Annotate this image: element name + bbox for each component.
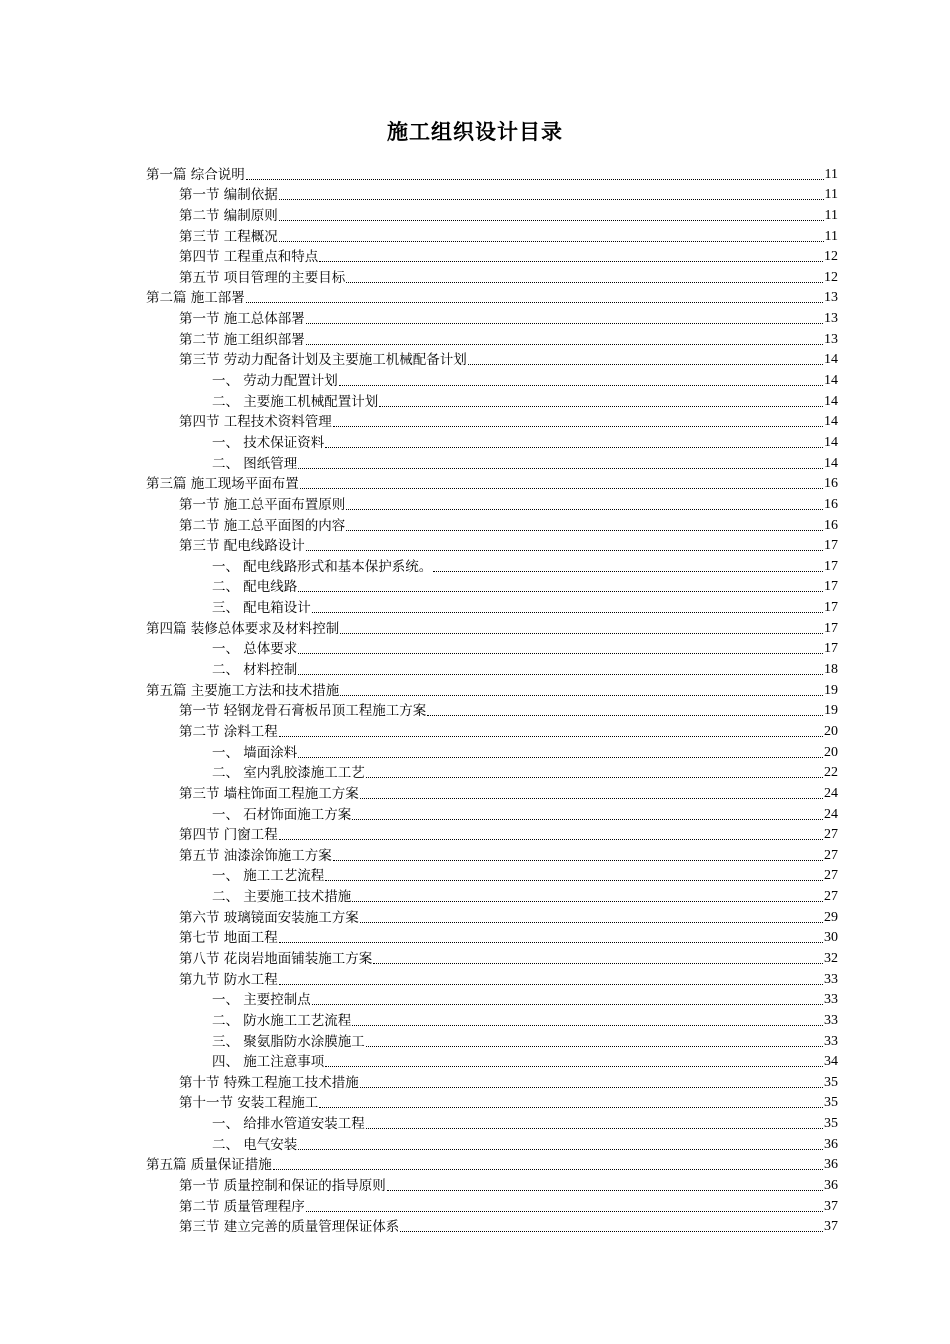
toc-entry-label: 一、 主要控制点	[212, 992, 311, 1009]
toc-entry[interactable]	[146, 843, 838, 864]
toc-entry-page-number: 33	[824, 971, 838, 987]
toc-entry-label: 第十节 特殊工程施工技术措施	[179, 1074, 359, 1091]
toc-entry-page-number: 22	[824, 765, 838, 781]
toc-entry-label: 一、 总体要求	[212, 641, 298, 658]
dot-leader	[346, 509, 823, 510]
toc-entry[interactable]	[146, 554, 838, 575]
toc-entry-page-number: 13	[824, 311, 838, 327]
toc-entry[interactable]	[146, 1111, 838, 1132]
toc-entry-page-number: 27	[824, 827, 838, 843]
toc-entry-label: 二、 材料控制	[212, 662, 298, 679]
dot-leader	[325, 880, 823, 881]
toc-entry-page-number: 27	[824, 889, 838, 905]
toc-entry-label: 四、 施工注意事项	[212, 1054, 325, 1071]
toc-entry[interactable]	[146, 657, 838, 678]
toc-entry-label: 第二节 质量管理程序	[179, 1198, 305, 1215]
toc-entry-label: 第十一节 安装工程施工	[179, 1095, 319, 1112]
dot-leader	[319, 1107, 823, 1108]
toc-entry[interactable]	[146, 451, 838, 472]
toc-entry-page-number: 24	[824, 785, 838, 801]
dot-leader	[279, 839, 823, 840]
toc-entry-label: 一、 劳动力配置计划	[212, 373, 338, 390]
toc-entry-page-number: 36	[824, 1157, 838, 1173]
toc-entry[interactable]	[146, 183, 838, 204]
dot-leader	[306, 1211, 823, 1212]
toc-entry[interactable]	[146, 327, 838, 348]
toc-entry[interactable]	[146, 781, 838, 802]
toc-entry[interactable]	[146, 1091, 838, 1112]
toc-entry-label: 第五节 油漆涂饰施工方案	[179, 847, 332, 864]
dot-leader	[298, 591, 823, 592]
dot-leader	[298, 653, 823, 654]
dot-leader	[379, 406, 823, 407]
toc-entry-label: 二、 主要施工机械配置计划	[212, 393, 379, 410]
toc-entry-label: 第二节 施工总平面图的内容	[179, 517, 346, 534]
toc-entry-page-number: 16	[824, 496, 838, 512]
toc-entry[interactable]	[146, 472, 838, 493]
toc-entry[interactable]	[146, 245, 838, 266]
toc-entry-page-number: 29	[824, 909, 838, 925]
toc-entry-page-number: 37	[824, 1219, 838, 1235]
toc-entry-page-number: 35	[824, 1116, 838, 1132]
dot-leader	[246, 179, 824, 180]
toc-entry[interactable]	[146, 1215, 838, 1236]
toc-entry[interactable]	[146, 988, 838, 1009]
dot-leader	[366, 777, 823, 778]
toc-entry-page-number: 37	[824, 1198, 838, 1214]
dot-leader	[279, 199, 824, 200]
toc-entry-label: 第五篇 主要施工方法和技术措施	[146, 682, 340, 699]
dot-leader	[360, 1087, 823, 1088]
toc-entry-label: 第五篇 质量保证措施	[146, 1157, 272, 1174]
dot-leader	[433, 571, 823, 572]
toc-entry-label: 第四节 工程技术资料管理	[179, 414, 332, 431]
toc-entry-page-number: 14	[824, 434, 838, 450]
toc-entry[interactable]	[146, 1194, 838, 1215]
dot-leader	[273, 1169, 823, 1170]
dot-leader	[298, 674, 823, 675]
dot-leader	[312, 612, 823, 613]
toc-entry[interactable]	[146, 1173, 838, 1194]
toc-entry-page-number: 19	[824, 703, 838, 719]
toc-entry-page-number: 11	[824, 207, 838, 223]
toc-entry-label: 第二篇 施工部署	[146, 290, 245, 307]
toc-entry[interactable]	[146, 616, 838, 637]
toc-entry-page-number: 30	[824, 930, 838, 946]
toc-entry[interactable]	[146, 678, 838, 699]
toc-entry-label: 第三节 墙柱饰面工程施工方案	[179, 785, 359, 802]
toc-entry-label: 一、 给排水管道安装工程	[212, 1116, 365, 1133]
toc-entry-page-number: 36	[824, 1136, 838, 1152]
toc-entry-page-number: 11	[824, 166, 838, 182]
toc-entry[interactable]	[146, 286, 838, 307]
toc-entry[interactable]	[146, 946, 838, 967]
toc-entry-page-number: 14	[824, 455, 838, 471]
dot-leader	[279, 984, 823, 985]
toc-entry-page-number: 17	[824, 620, 838, 636]
toc-entry-page-number: 17	[824, 538, 838, 554]
toc-entry-page-number: 13	[824, 331, 838, 347]
toc-entry-label: 二、 图纸管理	[212, 455, 298, 472]
toc-entry-page-number: 17	[824, 558, 838, 574]
dot-leader	[387, 1190, 823, 1191]
toc-entry[interactable]	[146, 637, 838, 658]
toc-entry-label: 第四篇 装修总体要求及材料控制	[146, 620, 340, 637]
toc-entry-page-number: 33	[824, 1033, 838, 1049]
dot-leader	[300, 488, 823, 489]
toc-entry-label: 三、 聚氨脂防水涂膜施工	[212, 1033, 365, 1050]
toc-entry-page-number: 19	[824, 682, 838, 698]
toc-entry-page-number: 24	[824, 806, 838, 822]
dot-leader	[352, 1025, 823, 1026]
dot-leader	[306, 323, 823, 324]
toc-entry[interactable]	[146, 1153, 838, 1174]
toc-entry[interactable]	[146, 513, 838, 534]
toc-entry[interactable]	[146, 719, 838, 740]
toc-entry-page-number: 33	[824, 1012, 838, 1028]
toc-entry-page-number: 17	[824, 579, 838, 595]
toc-entry[interactable]	[146, 306, 838, 327]
toc-entry[interactable]	[146, 926, 838, 947]
toc-entry-page-number: 36	[824, 1178, 838, 1194]
toc-entry-label: 第三篇 施工现场平面布置	[146, 476, 299, 493]
toc-entry-label: 第四节 门窗工程	[179, 827, 278, 844]
toc-entry-page-number: 16	[824, 476, 838, 492]
toc-entry[interactable]	[146, 802, 838, 823]
toc-entry[interactable]	[146, 740, 838, 761]
dot-leader	[339, 385, 823, 386]
dot-leader	[333, 426, 823, 427]
toc-entry[interactable]	[146, 162, 838, 183]
toc-entry[interactable]	[146, 265, 838, 286]
toc-entry-label: 第三节 劳动力配备计划及主要施工机械配备计划	[179, 352, 467, 369]
dot-leader	[279, 241, 824, 242]
toc-entry[interactable]	[146, 595, 838, 616]
dot-leader	[373, 963, 823, 964]
dot-leader	[340, 633, 823, 634]
dot-leader	[298, 1149, 823, 1150]
toc-entry-label: 第一节 施工总平面布置原则	[179, 496, 346, 513]
toc-entry[interactable]	[146, 410, 838, 431]
toc-entry-label: 一、 施工工艺流程	[212, 868, 325, 885]
dot-leader	[346, 282, 823, 283]
toc-entry-label: 二、 配电线路	[212, 579, 298, 596]
dot-leader	[325, 447, 823, 448]
toc-entry-label: 二、 防水施工工艺流程	[212, 1012, 352, 1029]
toc-entry[interactable]	[146, 575, 838, 596]
toc-entry[interactable]	[146, 368, 838, 389]
toc-entry-label: 第六节 玻璃镜面安装施工方案	[179, 909, 359, 926]
dot-leader	[360, 922, 823, 923]
dot-leader	[340, 695, 823, 696]
toc-entry[interactable]	[146, 967, 838, 988]
dot-leader	[298, 468, 823, 469]
toc-entry-page-number: 14	[824, 414, 838, 430]
toc-entry[interactable]	[146, 203, 838, 224]
table-of-contents	[146, 162, 838, 1235]
toc-entry-page-number: 27	[824, 847, 838, 863]
dot-leader	[325, 1066, 823, 1067]
toc-entry[interactable]	[146, 699, 838, 720]
toc-entry-page-number: 17	[824, 600, 838, 616]
toc-entry-page-number: 34	[824, 1054, 838, 1070]
toc-entry-page-number: 32	[824, 950, 838, 966]
toc-entry-page-number: 14	[824, 373, 838, 389]
dot-leader	[352, 901, 823, 902]
toc-entry-label: 第八节 花岗岩地面铺装施工方案	[179, 950, 373, 967]
toc-entry[interactable]	[146, 430, 838, 451]
dot-leader	[298, 757, 823, 758]
dot-leader	[346, 530, 823, 531]
toc-entry-page-number: 20	[824, 723, 838, 739]
toc-entry-page-number: 20	[824, 744, 838, 760]
toc-entry-label: 第三节 配电线路设计	[179, 538, 305, 555]
dot-leader	[400, 1231, 823, 1232]
toc-entry[interactable]	[146, 761, 838, 782]
toc-entry-page-number: 35	[824, 1095, 838, 1111]
toc-entry[interactable]	[146, 1029, 838, 1050]
toc-entry-page-number: 12	[824, 249, 838, 265]
toc-entry-label: 第九节 防水工程	[179, 971, 278, 988]
toc-entry-label: 第一节 编制依据	[179, 187, 278, 204]
toc-entry-label: 一、 技术保证资料	[212, 434, 325, 451]
dot-leader	[306, 550, 823, 551]
dot-leader	[366, 1046, 823, 1047]
toc-entry-label: 第一节 质量控制和保证的指导原则	[179, 1178, 386, 1195]
toc-entry-page-number: 35	[824, 1074, 838, 1090]
toc-entry-label: 第三节 工程概况	[179, 228, 278, 245]
dot-leader	[319, 261, 823, 262]
toc-entry-page-number: 11	[824, 228, 838, 244]
toc-entry[interactable]	[146, 348, 838, 369]
toc-entry-page-number: 12	[824, 269, 838, 285]
toc-entry-page-number: 33	[824, 992, 838, 1008]
dot-leader	[360, 798, 823, 799]
toc-entry-label: 二、 室内乳胶漆施工工艺	[212, 765, 365, 782]
toc-entry[interactable]	[146, 905, 838, 926]
dot-leader	[306, 344, 823, 345]
toc-entry-label: 一、 墙面涂料	[212, 744, 298, 761]
toc-entry[interactable]	[146, 1008, 838, 1029]
toc-entry-label: 第二节 涂料工程	[179, 723, 278, 740]
dot-leader	[352, 819, 823, 820]
toc-entry[interactable]	[146, 534, 838, 555]
dot-leader	[427, 715, 823, 716]
toc-entry-page-number: 14	[824, 393, 838, 409]
dot-leader	[279, 736, 823, 737]
toc-entry[interactable]	[146, 864, 838, 885]
toc-entry-label: 一、 配电线路形式和基本保护系统。	[212, 558, 433, 575]
toc-entry-page-number: 18	[824, 662, 838, 678]
toc-entry-label: 第一篇 综合说明	[146, 166, 245, 183]
toc-entry[interactable]	[146, 884, 838, 905]
toc-entry-page-number: 13	[824, 290, 838, 306]
toc-entry-label: 第三节 建立完善的质量管理保证体系	[179, 1219, 400, 1236]
toc-entry[interactable]	[146, 492, 838, 513]
document-title: 施工组织设计目录	[387, 120, 563, 144]
toc-entry-label: 第五节 项目管理的主要目标	[179, 269, 346, 286]
toc-entry[interactable]	[146, 1070, 838, 1091]
dot-leader	[312, 1004, 823, 1005]
toc-entry-label: 第一节 轻钢龙骨石膏板吊顶工程施工方案	[179, 703, 427, 720]
toc-entry-page-number: 14	[824, 352, 838, 368]
toc-entry-page-number: 17	[824, 641, 838, 657]
toc-entry-page-number: 16	[824, 517, 838, 533]
dot-leader	[279, 220, 824, 221]
dot-leader	[468, 364, 823, 365]
toc-entry-label: 三、 配电箱设计	[212, 600, 311, 617]
toc-entry-page-number: 27	[824, 868, 838, 884]
toc-entry[interactable]	[146, 1050, 838, 1071]
toc-entry-label: 二、 电气安装	[212, 1136, 298, 1153]
toc-entry-label: 第四节 工程重点和特点	[179, 249, 319, 266]
toc-entry[interactable]	[146, 389, 838, 410]
toc-entry-label: 第二节 施工组织部署	[179, 331, 305, 348]
toc-entry-label: 二、 主要施工技术措施	[212, 889, 352, 906]
dot-leader	[333, 860, 823, 861]
toc-entry[interactable]	[146, 823, 838, 844]
dot-leader	[279, 942, 823, 943]
toc-entry-page-number: 11	[824, 187, 838, 203]
toc-entry-label: 一、 石材饰面施工方案	[212, 806, 352, 823]
toc-entry[interactable]	[146, 224, 838, 245]
toc-entry[interactable]	[146, 1132, 838, 1153]
toc-entry-label: 第七节 地面工程	[179, 930, 278, 947]
toc-entry-label: 第二节 编制原则	[179, 207, 278, 224]
dot-leader	[366, 1128, 823, 1129]
dot-leader	[246, 302, 823, 303]
toc-entry-label: 第一节 施工总体部署	[179, 311, 305, 328]
